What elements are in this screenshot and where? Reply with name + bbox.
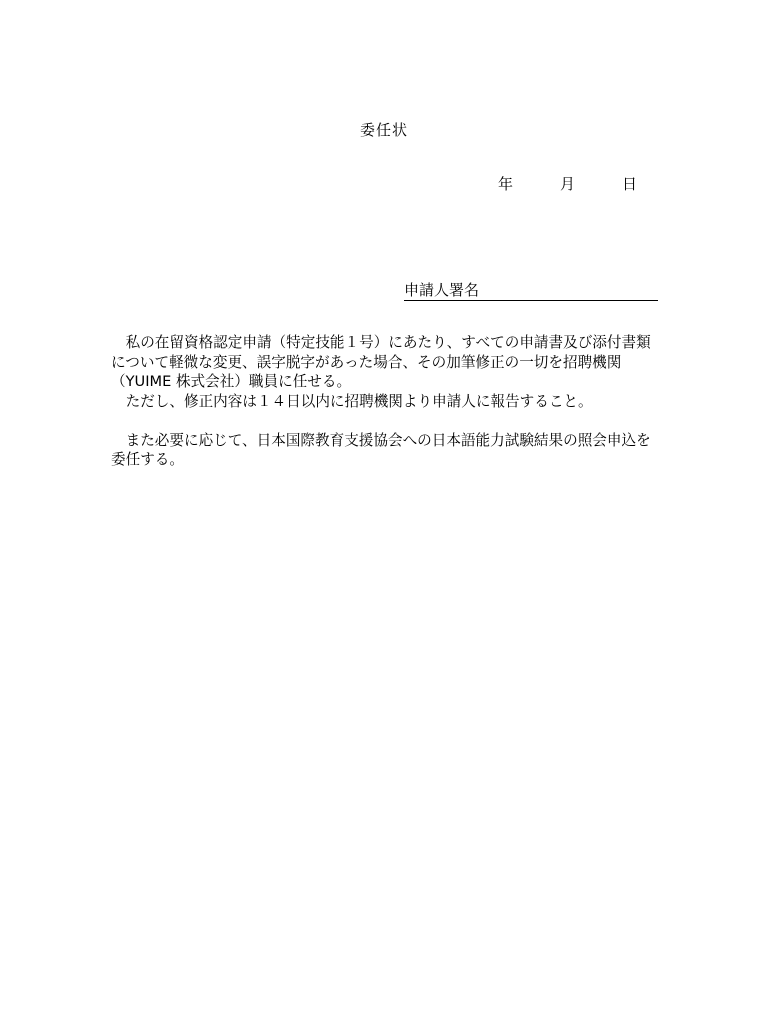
paragraph-delegation: 私の在留資格認定申請（特定技能１号）にあたり、すべての申請書及び添付書類について軽微な変更、誤字脱字があった場合、その加筆修正の一切を招聘機関（YUIME 株式会社）職員に任せる。 <box>111 334 651 390</box>
document-body <box>111 333 661 470</box>
signature-label: 申請人署名 <box>404 281 480 299</box>
date-day-label: 日 <box>622 175 638 193</box>
date-year-label: 年 <box>498 175 514 193</box>
paragraph-spacer <box>111 411 661 431</box>
paragraph-report: ただし、修正内容は１４日以内に招聘機関より申請人に報告すること。 <box>125 392 593 410</box>
paragraph-jlpt-inquiry: また必要に応じて、日本国際教育支援協会への日本語能力試験結果の照会申込を委任する。 <box>111 431 651 468</box>
document-title: 委任状 <box>359 121 408 139</box>
date-line <box>480 174 660 194</box>
applicant-signature-line <box>404 281 658 301</box>
date-month-label: 月 <box>560 175 576 193</box>
